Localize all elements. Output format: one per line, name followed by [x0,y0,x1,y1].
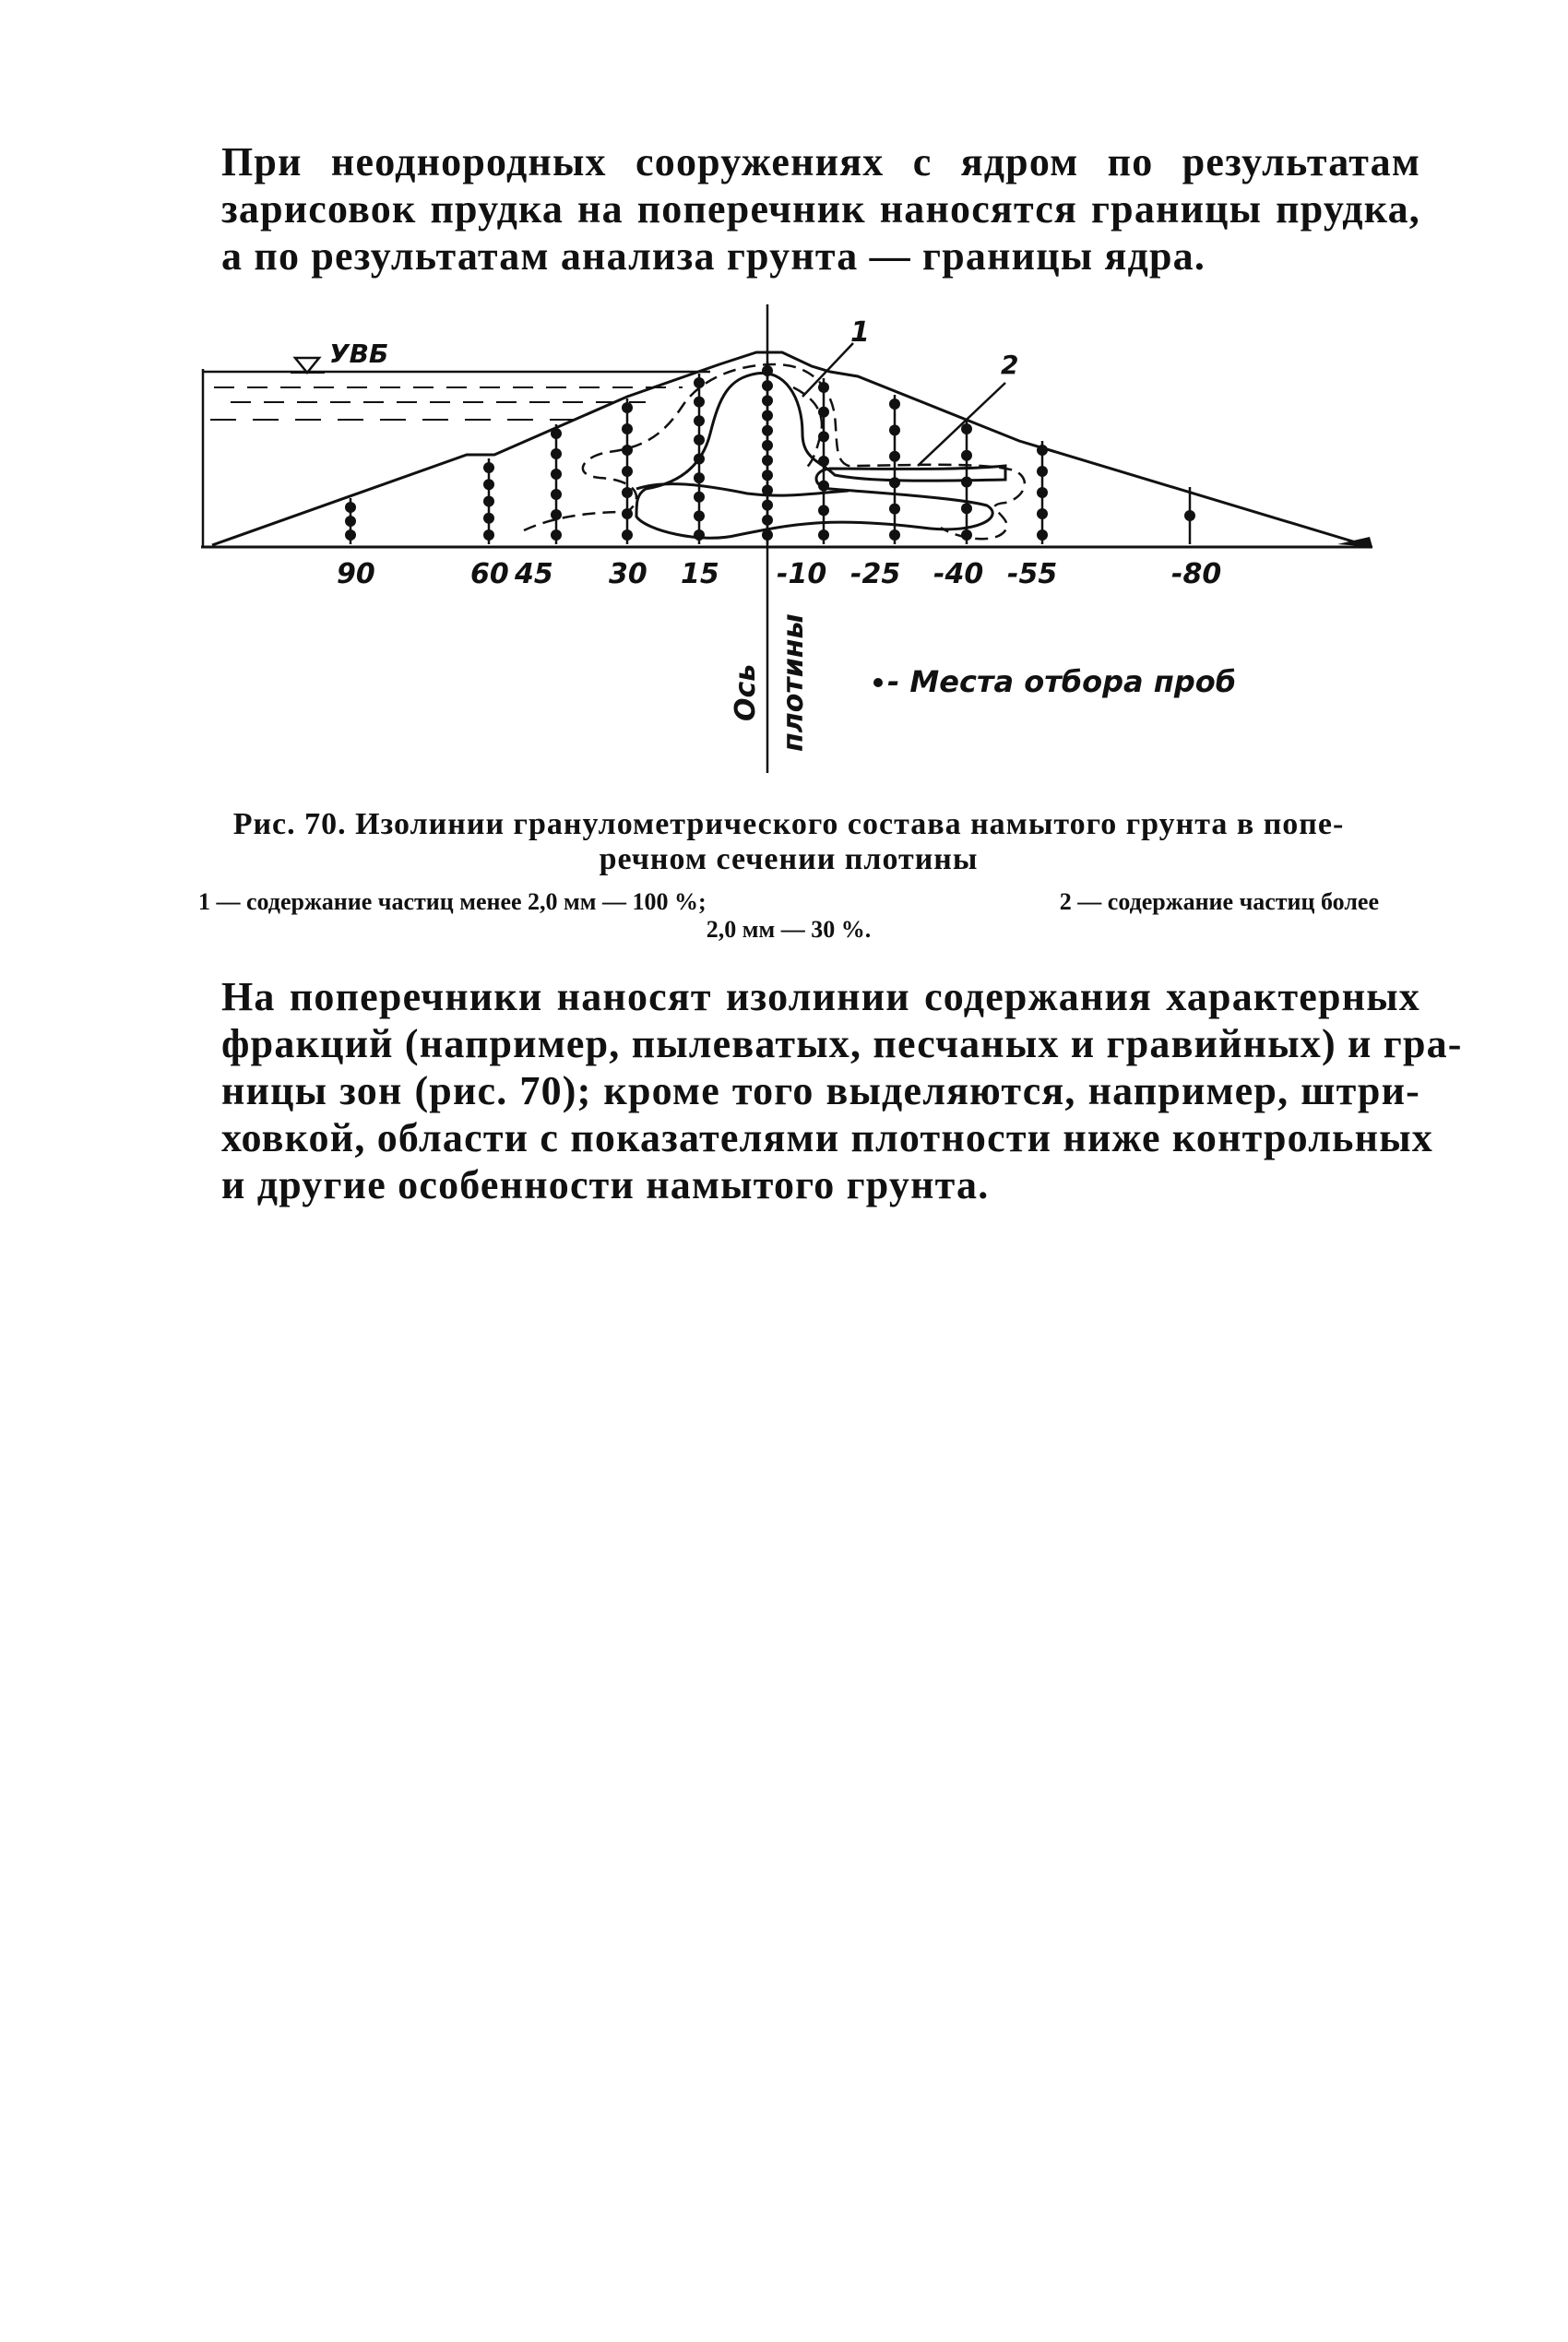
sample-point [622,466,633,477]
sample-point [762,515,773,526]
sample-point [1037,487,1048,498]
axis-label-os: Ось [730,663,762,721]
water-level-marker [291,339,388,373]
sampling-verticals [345,362,1195,544]
sample-point [551,448,562,459]
caption-legend-item-1: 1 — содержание частиц менее 2,0 мм — 100 %; [198,888,707,915]
sample-point [551,428,562,439]
sample-point [889,424,900,435]
water-level-label: УВБ [329,339,389,369]
figure-caption-title [198,807,1379,877]
sample-point [889,529,900,541]
station-label: 90 [337,558,375,590]
sample-point [762,484,773,495]
station-label: 60 [470,558,509,590]
sample-point [694,434,705,446]
station-labels [337,558,1221,590]
sample-point [961,529,972,541]
sample-point [551,509,562,520]
sample-point [694,529,705,541]
figure-caption-legend [198,888,1379,944]
sample-point [961,450,972,461]
sample-point [818,529,829,541]
sample-point [762,440,773,451]
sample-point [818,382,829,393]
sample-point [1037,466,1048,477]
sample-point [1184,510,1195,521]
sample-point [622,487,633,498]
curve-label-2: 2 [1001,350,1019,380]
sample-point [622,508,633,519]
sample-point [762,410,773,422]
sample-point [483,462,494,473]
text-line: а по результатам анализа грунта — границы ядра. [221,233,1206,279]
station-label: -25 [850,558,901,590]
sample-point [1037,529,1048,541]
station-label: 15 [681,558,719,590]
sample-point [622,423,633,434]
sample-point [818,407,829,418]
sample-point [483,479,494,490]
dam-cross-section-figure [184,295,1402,793]
caption-legend-item-2: 2 — содержание частиц более [1059,888,1379,915]
sample-point [551,529,562,541]
sample-point [818,505,829,516]
isoline-2 [524,364,1025,539]
sample-point [345,502,356,513]
sample-point [694,397,705,408]
text-line: фракций (например, пылеватых, песчаных и гравийных) и гра- [221,1021,1463,1066]
axis-label-plotiny: плотины [778,613,810,752]
sample-point [483,513,494,524]
sample-point [483,496,494,507]
sample-point [1037,445,1048,456]
sample-point [622,445,633,456]
sample-point [889,451,900,462]
sample-point [1037,508,1048,519]
sample-point [889,477,900,488]
caption-line: речном сечении плотины [599,842,979,876]
caption-legend-item-2-cont: 2,0 мм — 30 %. [706,916,872,943]
station-label: -10 [777,558,827,590]
sample-point [762,365,773,376]
intro-paragraph [221,138,1420,279]
sample-point [889,504,900,515]
station-label: 45 [515,558,553,590]
sample-point [694,454,705,465]
legend-dot [873,678,883,687]
isoline-1-inner [636,484,849,496]
sample-point [762,425,773,436]
station-label: 30 [609,558,647,590]
sample-point [762,529,773,541]
station-label: -80 [1171,558,1222,590]
sample-point [889,398,900,410]
sample-point [551,469,562,480]
sample-point [345,529,356,541]
sample-point [762,380,773,391]
station-label: -40 [933,558,984,590]
sample-point [622,529,633,541]
sample-point [622,402,633,413]
sample-point [762,470,773,481]
sample-point [961,477,972,488]
sample-point [483,529,494,541]
text-line: зарисовок прудка на поперечник наносятся границы прудка, [221,186,1420,232]
sample-point [694,472,705,483]
sample-point [818,481,829,492]
sample-point [818,456,829,467]
sample-point [961,423,972,434]
text-line: На поперечники наносят изолинии содержания характерных [221,974,1420,1019]
caption-line: Рис. 70. Изолинии гранулометрического состава намытого грунта в попе- [232,807,1345,841]
sample-point [961,503,972,514]
legend-text: - Места отбора проб [887,664,1237,699]
sample-point [694,492,705,503]
body-paragraph [221,973,1463,1208]
station-label: -55 [1007,558,1058,590]
text-line: ховкой, области с показателями плотности ниже контрольных [221,1115,1433,1160]
sample-point [551,489,562,500]
text-line: При неоднородных сооружениях с ядром по результатам [221,139,1420,184]
curve-label-1: 1 [850,316,870,349]
sample-point [345,516,356,527]
text-line: и другие особенности намытого грунта. [221,1162,990,1207]
sample-point [762,395,773,406]
sample-point [694,415,705,426]
sample-point [818,431,829,442]
sample-point [762,500,773,511]
text-line: ницы зон (рис. 70); кроме того выделяются, например, штри- [221,1068,1420,1113]
sample-point [694,377,705,388]
sample-point [762,455,773,466]
sample-point [694,510,705,521]
